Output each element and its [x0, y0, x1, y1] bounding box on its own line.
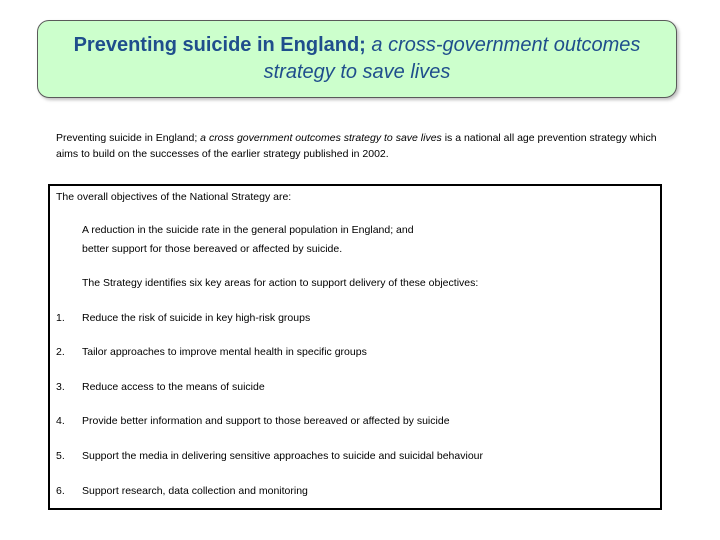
key-area-number: 1.	[56, 312, 65, 324]
key-area-number: 3.	[56, 381, 65, 393]
key-area-text: Support research, data collection and monitoring	[82, 485, 308, 497]
key-area-number: 2.	[56, 346, 65, 358]
title-bold: Preventing suicide in England;	[73, 34, 366, 56]
key-area-number: 6.	[56, 485, 65, 497]
objective-item: A reduction in the suicide rate in the general population in England; and	[82, 224, 414, 236]
title-italic-line1: a cross-government outcomes	[371, 34, 641, 56]
objectives-heading: The overall objectives of the National Strategy are:	[56, 191, 292, 203]
title-banner	[37, 20, 677, 98]
key-area-row	[56, 415, 450, 427]
title-italic-line2: strategy to save lives	[263, 61, 451, 83]
key-area-row	[56, 312, 310, 324]
objective-item: better support for those bereaved or affected by suicide.	[82, 243, 343, 255]
key-area-row	[56, 346, 367, 358]
key-area-number: 5.	[56, 450, 65, 462]
key-area-text: Provide better information and support to those bereaved or affected by suicide	[82, 415, 450, 427]
strategy-box	[48, 184, 662, 510]
key-area-row	[56, 450, 483, 462]
intro-italic: a cross government outcomes strategy to save lives	[197, 132, 442, 144]
key-area-text: Reduce the risk of suicide in key high-risk groups	[82, 312, 311, 324]
intro-paragraph	[56, 130, 666, 162]
key-area-row	[56, 485, 308, 497]
key-area-text: Support the media in delivering sensitive approaches to suicide and suicidal behaviour	[82, 450, 483, 462]
key-area-row	[56, 381, 265, 393]
key-area-text: Reduce access to the means of suicide	[82, 381, 265, 393]
key-areas-intro: The Strategy identifies six key areas for action to support delivery of these objectives:	[82, 277, 479, 289]
intro-lead: Preventing suicide in England;	[56, 132, 198, 144]
intro-rest: is a national all age prevention strategy which aims to build on the successes of the earlier strategy published in 2002.	[56, 132, 657, 160]
key-area-text: Tailor approaches to improve mental health in specific groups	[82, 346, 367, 358]
key-area-number: 4.	[56, 415, 65, 427]
